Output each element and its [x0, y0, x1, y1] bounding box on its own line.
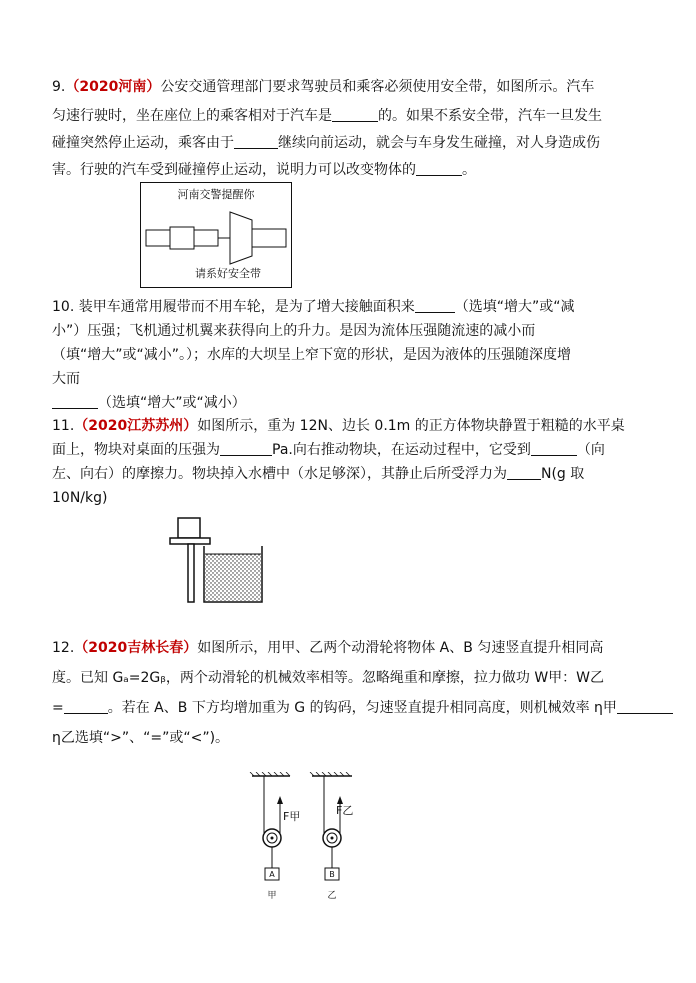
- q10-line3: （填“增大”或“减小”。）；水库的大坝呈上窄下宽的形状，是因为液体的压强随深度增: [52, 347, 572, 363]
- q10-blank-2[interactable]: [52, 394, 98, 409]
- box-a-label: A: [269, 870, 275, 879]
- q9-number: 9.: [52, 79, 66, 95]
- force-label-yi: F乙: [336, 804, 354, 817]
- q12-line3: = 。若在 A、B 下方均增加重为 G 的钩码，匀速竖直提升相同高度，则机械效率 η甲: [52, 698, 673, 718]
- table-water-tank-figure: [168, 512, 264, 604]
- pulley-yi: [323, 776, 353, 901]
- q9-line3: 碰撞突然停止运动，乘客由于 继续向前运动，就会与车身发生碰撞，对人身造成伤: [52, 135, 600, 151]
- q10-blank-1[interactable]: [415, 298, 455, 313]
- q9-line2: 匀速行驶时，坐在座位上的乘客相对于汽车是 的。如果不系安全带，汽车一旦发生: [52, 108, 602, 124]
- box-b-label: B: [329, 870, 335, 879]
- q12-blank-2[interactable]: [617, 699, 673, 714]
- water: [205, 554, 261, 601]
- q9-source: （2020河南）: [65, 79, 161, 95]
- q11-blank-2[interactable]: [531, 441, 577, 456]
- q11-line2: 面上，物块对桌面的压强为 Pa.向右推动物块，在运动过程中，它受到 （向: [52, 442, 605, 458]
- force-label-jia: F甲: [283, 810, 301, 823]
- q9-blank-1[interactable]: [332, 107, 378, 122]
- q12-number: 12.: [52, 640, 75, 656]
- q12-line4: η乙选填“>”、“=”或“<”)。: [52, 730, 230, 746]
- caption-jia: 甲: [267, 891, 277, 901]
- q9-line4: 害。行驶的汽车受到碰撞停止运动，说明力可以改变物体的 。: [52, 162, 476, 178]
- table-top: [170, 538, 210, 544]
- q10-line2: 小”）压强；飞机通过机翼来获得向上的升力。是因为流体压强随流速的减小而: [52, 323, 536, 339]
- seatbelt-bottom-text: 请系好安全带: [195, 267, 261, 280]
- q9-text: 公安交通管理部门要求驾驶员和乘客必须使用安全带，如图所示。汽车: [160, 79, 595, 95]
- q9-line1: [52, 77, 594, 97]
- caption-yi: 乙: [327, 891, 337, 901]
- q10-line4: 大而: [52, 371, 80, 387]
- q12-line2: 度。已知 Gₐ=2Gᵦ，两个动滑轮的机械效率相等。忽略绳重和摩擦，拉力做功 W甲：W乙: [52, 670, 605, 686]
- pulley-figure: [248, 772, 368, 904]
- q11-blank-3[interactable]: [507, 465, 541, 480]
- q9-blank-2[interactable]: [234, 134, 278, 149]
- q12-blank-1[interactable]: [64, 699, 108, 714]
- q12-line1: 12.（2020吉林长春）如图所示，用甲、乙两个动滑轮将物体 A、B 匀速竖直提升相同高: [52, 640, 604, 656]
- q11-line3: 左、向右）的摩擦力。物块掉入水槽中（水足够深），其静止后所受浮力为 N(g 取: [52, 466, 585, 482]
- q11-blank-1[interactable]: [220, 441, 272, 456]
- seatbelt-top-text: 河南交警提醒你: [177, 188, 255, 201]
- q11-source: （2020江苏苏州）: [74, 418, 198, 434]
- seatbelt-figure: [140, 182, 292, 288]
- q10-line1: 10. 装甲车通常用履带而不用车轮，是为了增大接触面积来 （选填“增大”或“减: [52, 299, 575, 315]
- cube-block: [178, 518, 200, 538]
- pulley-jia: [263, 776, 300, 901]
- q11-line1: 11.（2020江苏苏州）如图所示，重为 12N、边长 0.1m 的正方体物块静置于粗糙的水平桌: [52, 418, 625, 434]
- q9-blank-3[interactable]: [416, 161, 462, 176]
- q10-line5: （选填“增大”或“减小）: [52, 393, 246, 413]
- q12-source: （2020吉林长春）: [74, 640, 198, 656]
- q11-number: 11.: [52, 418, 75, 434]
- q11-line4: 10N/kg): [52, 490, 108, 506]
- table-leg: [188, 544, 194, 602]
